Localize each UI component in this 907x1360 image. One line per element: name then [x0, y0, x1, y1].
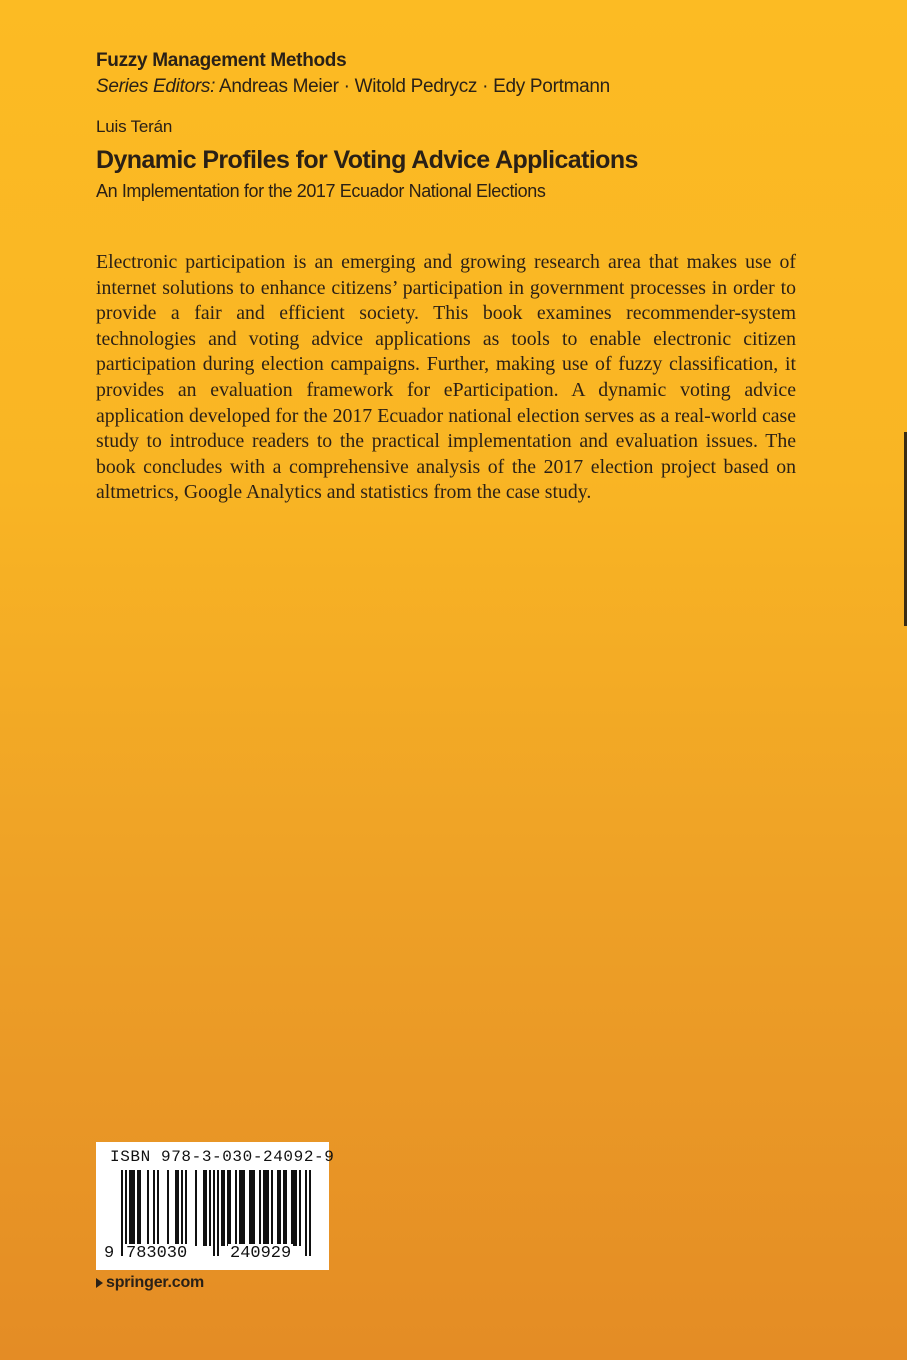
barcode-bar — [291, 1170, 293, 1246]
publisher-link[interactable] — [96, 1274, 204, 1292]
barcode-bar — [131, 1170, 133, 1246]
barcode-bar — [221, 1170, 223, 1246]
barcode-bar — [267, 1170, 269, 1246]
barcode-bar — [271, 1170, 273, 1246]
barcode-bar — [137, 1170, 139, 1246]
barcode-bar — [175, 1170, 177, 1246]
barcode-bar — [157, 1170, 159, 1246]
barcode-bar — [147, 1170, 149, 1246]
barcode-digit-first: 9 — [104, 1244, 115, 1263]
barcode-bar — [181, 1170, 183, 1246]
author-name: Luis Terán — [96, 117, 173, 136]
barcode-bar — [251, 1170, 253, 1246]
barcode-bar — [153, 1170, 155, 1246]
barcode-bar — [235, 1170, 237, 1246]
barcode-digits-right: 240929 — [230, 1244, 292, 1263]
series-editors-names: Andreas Meier · Witold Pedrycz · Edy Portmann — [218, 76, 610, 97]
book-info — [96, 115, 856, 203]
barcode-bar — [167, 1170, 169, 1246]
series-editors-label: Series Editors: — [96, 76, 216, 97]
barcode-bar — [293, 1170, 295, 1246]
barcode-digits — [96, 1244, 329, 1266]
barcode-bar — [239, 1170, 241, 1246]
book-description: Electronic participation is an emerging and growing research area that makes use of internet solutions to enhance citizens’ participation in government processes in order to provide a fair and efficient society. This book examines recommender-system technologies and voting advice applications as tools to enable electronic citizen participation during election campaigns. Further, making use of fuzzy classification, it provides an evaluation framework for eParticipation. A dynamic voting advice application developed for the 2017 Ecuador national election serves as a real-world case study to introduce readers to the practical implementation and evaluation issues. The book concludes with a comprehensive analysis of the 2017 election project based on altmetrics, Google Analytics and statistics from the case study. — [96, 251, 796, 504]
barcode-bar — [129, 1170, 131, 1246]
barcode-bar — [223, 1170, 225, 1246]
book-subtitle: An Implementation for the 2017 Ecuador National Elections — [96, 181, 546, 201]
barcode-bar — [203, 1170, 205, 1246]
barcode-bar — [279, 1170, 281, 1246]
barcode-bar — [265, 1170, 267, 1246]
barcode-bar — [185, 1170, 187, 1246]
barcode-digits-left: 783030 — [126, 1244, 188, 1263]
barcode-bar — [227, 1170, 229, 1246]
barcode-bar — [139, 1170, 141, 1246]
barcode-bar — [277, 1170, 279, 1246]
barcode-bar — [259, 1170, 261, 1246]
barcode-bar — [177, 1170, 179, 1246]
barcode-bar — [295, 1170, 297, 1246]
series-info — [96, 48, 816, 100]
barcode-bar — [299, 1170, 301, 1246]
book-title: Dynamic Profiles for Voting Advice Applications — [96, 146, 638, 174]
series-name: Fuzzy Management Methods — [96, 50, 347, 71]
barcode-bar — [133, 1170, 135, 1246]
publisher-url[interactable]: springer.com — [106, 1274, 205, 1291]
barcode-bar — [195, 1170, 197, 1246]
isbn-barcode — [96, 1142, 335, 1270]
barcode-bar — [263, 1170, 265, 1246]
series-editors — [96, 74, 816, 100]
triangle-right-icon — [96, 1278, 103, 1288]
barcode-bar — [283, 1170, 285, 1246]
barcode-bar — [229, 1170, 231, 1246]
barcode-bar — [253, 1170, 255, 1246]
isbn-label: ISBN 978-3-030-24092-9 — [110, 1148, 335, 1166]
barcode-bar — [249, 1170, 251, 1246]
barcode-bar — [241, 1170, 243, 1246]
barcode-bar — [243, 1170, 245, 1246]
barcode-bar — [285, 1170, 287, 1246]
barcode-bar — [209, 1170, 211, 1246]
barcode-bar — [205, 1170, 207, 1246]
